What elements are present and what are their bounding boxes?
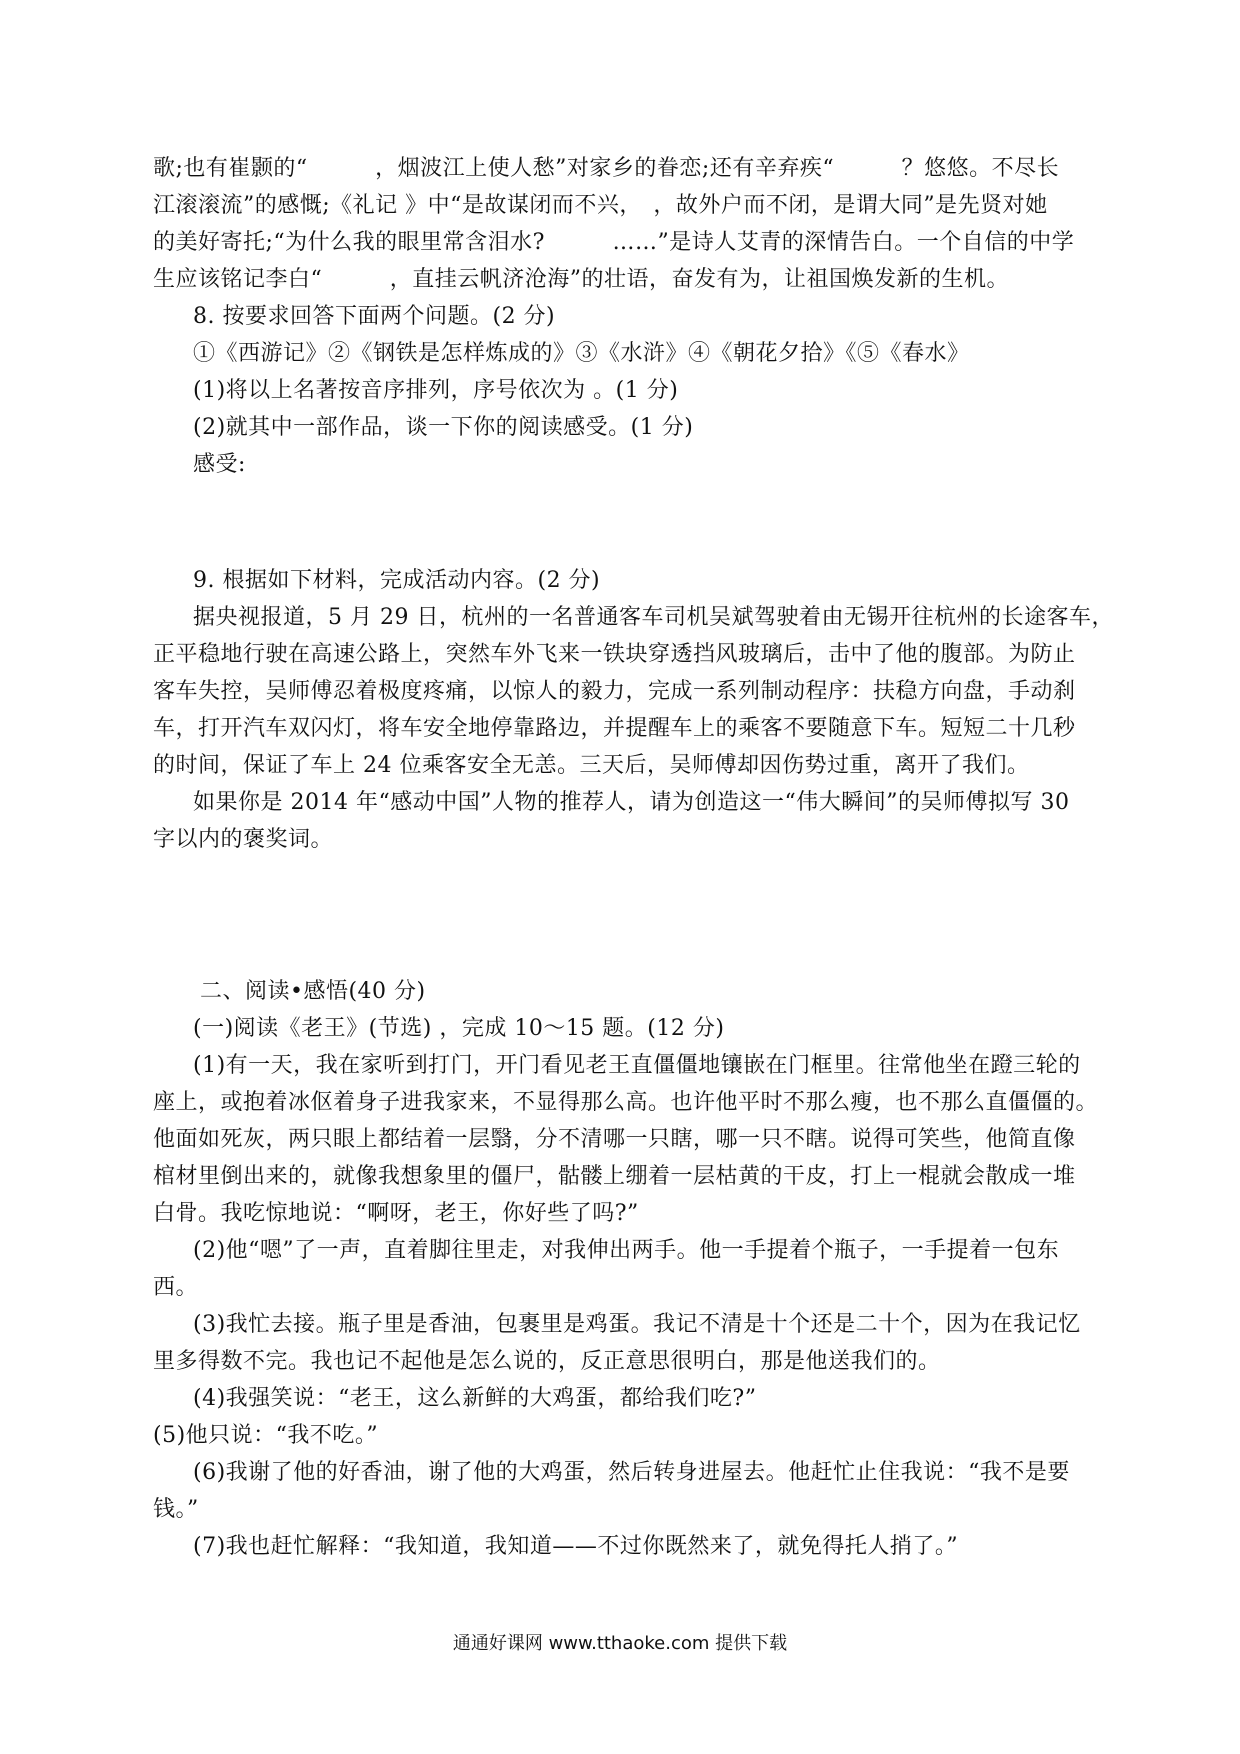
passage-paragraph-line: (7)我也赶忙解释：“我知道，我知道——不过你既然来了，就免得托人捎了。” [193, 1534, 959, 1559]
section-2-sub-heading: (一)阅读《老王》(节选) ，完成 10～15 题。(12 分) [193, 1016, 725, 1041]
intro-line: 生应该铭记李白“ ，直挂云帆济沧海”的壮语，奋发有为，让祖国焕发新的生机。 [153, 267, 1009, 292]
question-8-title: 8. 按要求回答下面两个问题。(2 分) [193, 304, 556, 329]
question-8-book-list: ①《西游记》②《钢铁是怎样炼成的》③《水浒》④《朝花夕拾》《⑤《春水》 [193, 341, 970, 366]
passage-paragraph-line: 里多得数不完。我也记不起他是怎么说的，反正意思很明白，那是他送我们的。 [153, 1349, 941, 1374]
section-2-heading: 二、阅读•感悟(40 分) [200, 979, 426, 1004]
passage-paragraph-line: (4)我强笑说：“老王，这么新鲜的大鸡蛋，都给我们吃?” [193, 1386, 757, 1411]
passage-paragraph-line: 他面如死灰，两只眼上都结着一层翳，分不清哪一只瞎，哪一只不瞎。说得可笑些，他简直像 [153, 1127, 1076, 1152]
intro-line: 江滚滚流”的感慨;《礼记 》中“是故谋闭而不兴， ，故外户而不闭，是谓大同”是先贤对她 [153, 193, 1048, 218]
intro-line: 的美好寄托;“为什么我的眼里常含泪水? ……”是诗人艾青的深情告白。一个自信的中学 [153, 230, 1075, 255]
question-9-para-line: 据央视报道，5 月 29 日，杭州的一名普通客车司机吴斌驾驶着由无锡开往杭州的长途客车， [193, 605, 1114, 630]
question-8-sub-1: (1)将以上名著按音序排列，序号依次为 。(1 分) [193, 378, 679, 403]
passage-paragraph-line: 棺材里倒出来的，就像我想象里的僵尸，骷髅上绷着一层枯黄的干皮，打上一棍就会散成一堆 [153, 1164, 1076, 1189]
question-9-title: 9. 根据如下材料，完成活动内容。(2 分) [193, 568, 601, 593]
intro-line: 歌;也有崔颢的“ ，烟波江上使人愁”对家乡的眷恋;还有辛弃疾“ ？悠悠。不尽长 [153, 156, 1060, 181]
passage-paragraph-line: 白骨。我吃惊地说：“啊呀，老王，你好些了吗?” [153, 1201, 639, 1226]
passage-paragraph-line: (1)有一天，我在家听到打门，开门看见老王直僵僵地镶嵌在门框里。往常他坐在蹬三轮的 [193, 1053, 1081, 1078]
question-9-para-line: 车，打开汽车双闪灯，将车安全地停靠路边，并提醒车上的乘客不要随意下车。短短二十几秒 [153, 716, 1076, 741]
passage-paragraph-line: 座上，或抱着冰伛着身子进我家来，不显得那么高。也许他平时不那么瘦，也不那么直僵僵的。 [153, 1090, 1099, 1115]
passage-paragraph-line: (5)他只说：“我不吃。” [153, 1423, 379, 1448]
question-8-sub-2: (2)就其中一部作品，谈一下你的阅读感受。(1 分) [193, 415, 694, 440]
passage-paragraph-line: 钱。” [153, 1497, 199, 1522]
passage-paragraph-line: (3)我忙去接。瓶子里是香油，包裹里是鸡蛋。我记不清是十个还是二十个，因为在我记忆 [193, 1312, 1081, 1337]
question-9-para-line: 客车失控，吴师傅忍着极度疼痛，以惊人的毅力，完成一系列制动程序：扶稳方向盘，手动刹 [153, 679, 1076, 704]
question-9-task-line: 字以内的褒奖词。 [153, 827, 334, 852]
question-9-para-line: 正平稳地行驶在高速公路上，突然车外飞来一铁块穿透挡风玻璃后，击中了他的腹部。为防止 [153, 642, 1076, 667]
question-9-para-line: 的时间，保证了车上 24 位乘客安全无恙。三天后，吴师傅却因伤势过重，离开了我们。 [153, 753, 1030, 778]
page-footer: 通通好课网 www.tthaoke.com 提供下载 [452, 1633, 788, 1654]
question-9-task-line: 如果你是 2014 年“感动中国”人物的推荐人，请为创造这一“伟大瞬间”的吴师傅拟写 30 [193, 790, 1070, 815]
question-8-feeling-label: 感受: [193, 452, 246, 477]
passage-paragraph-line: (6)我谢了他的好香油，谢了他的大鸡蛋，然后转身进屋去。他赶忙止住我说：“我不是要 [193, 1460, 1070, 1485]
passage-paragraph-line: (2)他“嗯”了一声，直着脚往里走，对我伸出两手。他一手提着个瓶子，一手提着一包东 [193, 1238, 1060, 1263]
passage-paragraph-line: 西。 [153, 1275, 199, 1300]
